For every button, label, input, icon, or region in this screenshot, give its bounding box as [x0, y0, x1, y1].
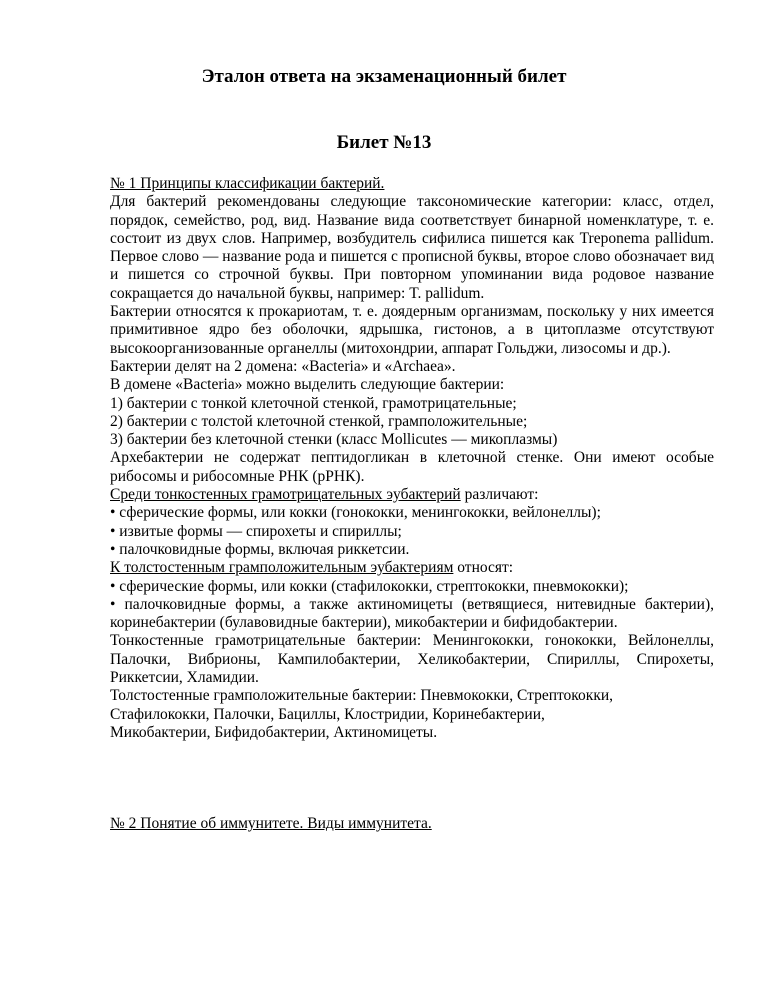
gram-positive-suffix: относят: — [453, 559, 514, 577]
list-item: • сферические формы, или кокки (гонококки, менингококки, вейлонеллы); — [110, 504, 601, 522]
section-spacer — [110, 742, 714, 815]
list-item: • извитые формы — спирохеты и спириллы; — [110, 522, 402, 540]
paragraph-gram-negative-list: Тонкостенные грамотрицательные бактерии: Менингококки, гонококки, Вейлонеллы, Палочки, Вибрионы, Кампилобактерии, Хеликобактерии, Спириллы, Спирохеты, Риккетсии, Хламидии. — [110, 632, 714, 687]
paragraph-domains: Бактерии делят на 2 домена: «Bacteria» и «Archaea». — [110, 357, 456, 375]
paragraph-bacteria-domain: В домене «Bacteria» можно выделить следующие бактерии: — [110, 376, 505, 394]
list-item: 2) бактерии с толстой клеточной стенкой, грамположительные; — [110, 412, 528, 430]
list-item: • палочковидные формы, включая риккетсии. — [110, 540, 410, 558]
gram-negative-heading: Среди тонкостенных грамотрицательных эубактерий — [110, 486, 461, 504]
paragraph-archaebacteria: Архебактерии не содержат пептидогликан в клеточной стенке. Они имеют особые рибосомы и рибосомные РНК (рРНК). — [110, 449, 714, 485]
ticket-number: Билет №13 — [336, 132, 432, 153]
list-item: • палочковидные формы, а также актиномицеты (ветвящиеся, нитевидные бактерии), коринебактерии (булавовидные бактерии), микобактерии и бифидобактерии. — [110, 595, 714, 632]
question-1-heading: № 1 Принципы классификации бактерий. — [110, 175, 385, 192]
paragraph-gram-positive-line: Микобактерии, Бифидобактерии, Актиномицеты. — [110, 723, 438, 741]
list-item: 1) бактерии с тонкой клеточной стенкой, грамотрицательные; — [110, 394, 517, 412]
paragraph-gram-positive-line: Толстостенные грамположительные бактерии: Пневмококки, Стрептококки, — [110, 687, 614, 705]
gram-positive-heading: К толстостенным грамположительным эубактериям — [110, 559, 454, 577]
gram-positive-intro — [110, 559, 714, 577]
gram-negative-suffix: различают: — [460, 486, 539, 504]
gram-negative-intro — [110, 486, 714, 504]
list-item: 3) бактерии без клеточной стенки (класс Mollicutes — микоплазмы) — [110, 431, 558, 449]
answer-body — [110, 175, 714, 834]
question-2-heading: № 2 Понятие об иммунитете. Виды иммунитета. — [110, 815, 432, 833]
paragraph-gram-positive-line: Стафилококки, Палочки, Бациллы, Клостридии, Коринебактерии, — [110, 705, 545, 723]
paragraph-taxonomy: Для бактерий рекомендованы следующие таксономические категории: класс, отдел, порядок, семейство, род, вид. Название вида соответствует бинарной номенклатуре, т. е. состоит из двух слов. Например, возбудитель сифилиса пишется как Treponema pallidum. Первое слово — название рода и пишется с прописной буквы, второе слово обозначает вид и пишется со строчной буквы. При повторном упоминании вида родовое название сокращается до начальной буквы, например: T. pallidum. — [110, 193, 715, 302]
paragraph-prokaryotes: Бактерии относятся к прокариотам, т. е. доядерным организмам, поскольку у них имеется примитивное ядро без оболочки, ядрышка, гистонов, а в цитоплазме отсутствуют высокоорганизованные органеллы (митохондрии, аппарат Гольджи, лизосомы и др.). — [110, 303, 714, 357]
document-title: Эталон ответа на экзаменационный билет — [201, 66, 567, 87]
list-item: • сферические формы, или кокки (стафилококки, стрептококки, пневмококки); — [110, 577, 629, 595]
